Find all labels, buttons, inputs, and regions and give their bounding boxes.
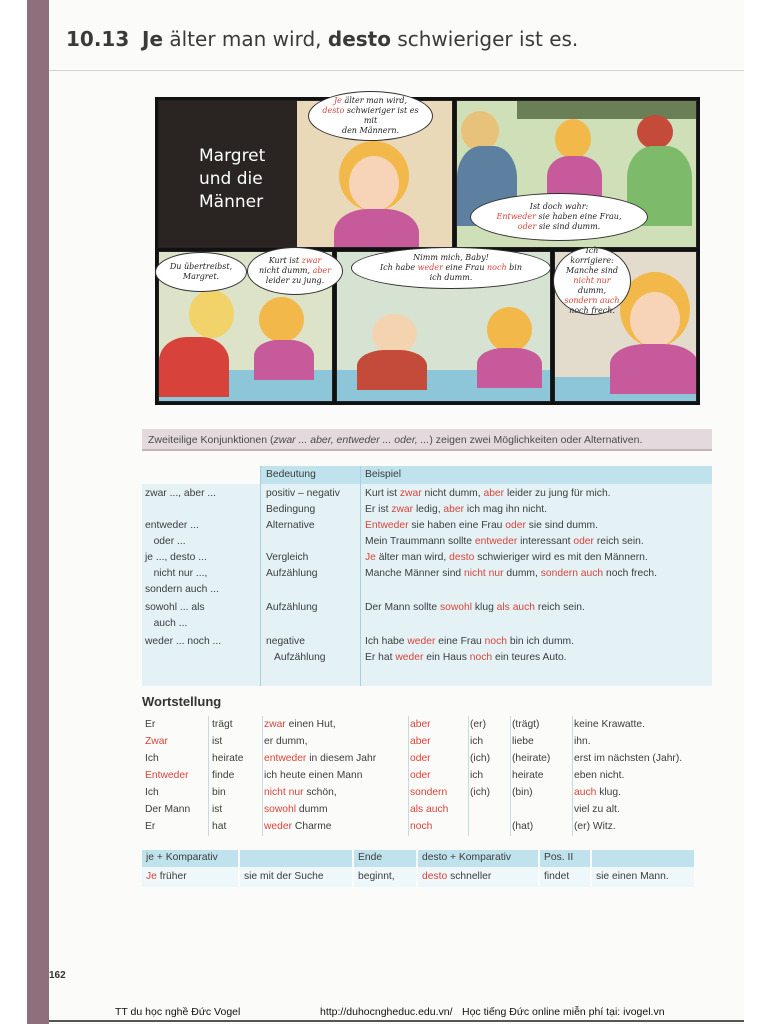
example-cell: [365, 566, 657, 582]
word-order-cell: [212, 801, 222, 818]
example-cell: [365, 502, 547, 518]
bubble-text: [259, 256, 331, 286]
column-divider: [510, 716, 511, 836]
text-segment: beginnt,: [358, 871, 395, 882]
example-cell: [365, 650, 567, 666]
footer-right: Học tiếng Đức online miễn phí tại: ivogel.vn: [462, 1006, 665, 1018]
text-segment: heirate: [212, 753, 244, 764]
highlighted-word: aber: [483, 488, 505, 499]
woman-head: [555, 119, 591, 159]
text-segment: trägt: [212, 719, 233, 730]
conjunction-cell: auch ...: [145, 618, 188, 629]
text-segment: dumm,: [503, 568, 541, 579]
bubble-text: [170, 262, 232, 282]
highlighted-word: zwar: [264, 719, 286, 730]
text-segment: ein teures Auto.: [492, 652, 567, 663]
text-segment: ledig,: [413, 504, 444, 515]
komparativ-cell: [146, 869, 187, 885]
text-segment: findet: [544, 871, 570, 882]
text-segment: erst im nächsten (Jahr).: [574, 753, 683, 764]
text-segment: Ich: [145, 753, 159, 764]
word-order-cell: [470, 767, 483, 784]
word-order-cell: [574, 716, 645, 733]
highlighted-word: weder: [395, 652, 424, 663]
text-segment: sie mit der Suche: [244, 871, 324, 882]
text-segment: sie haben eine Frau,: [535, 212, 622, 221]
word-order-cell: [212, 784, 226, 801]
text-segment: (hat): [512, 821, 534, 832]
explanation-band: [142, 429, 712, 451]
column-divider: [572, 716, 573, 836]
word-order-cell: [574, 767, 624, 784]
old-man-body: [357, 350, 427, 390]
text-segment: klug.: [596, 787, 621, 798]
highlighted-word: oder: [410, 753, 431, 764]
conjunction-cell: nicht nur ...,: [145, 568, 208, 579]
example-cell: [365, 550, 648, 566]
word-order-cell: [264, 767, 362, 784]
text-segment: ich: [470, 770, 484, 781]
text-segment: (bin): [512, 787, 533, 798]
margret-body: [334, 209, 419, 248]
text-segment: Er: [145, 719, 156, 730]
word-order-cell: [574, 818, 616, 835]
word-order-cell: [264, 716, 336, 733]
text-segment: eine Frau: [442, 263, 488, 272]
text-segment: reich sein.: [535, 602, 585, 613]
word-order-cell: [574, 750, 682, 767]
title-middle: älter man wird,: [163, 27, 328, 51]
text-segment: älter man wird,: [341, 96, 408, 105]
cowboy-hat: [637, 115, 673, 149]
text-segment: den Männern.: [341, 126, 400, 135]
meaning-cell: Vergleich: [266, 552, 309, 563]
text-segment: dumm,: [578, 286, 606, 295]
text-segment: älter man wird,: [375, 552, 450, 563]
text-segment: bin: [212, 787, 226, 798]
text-segment: leider zu jung.: [265, 276, 325, 285]
text-segment: bin ich dumm.: [507, 636, 574, 647]
highlighted-word: noch: [484, 636, 507, 647]
text-segment: eine Frau: [435, 636, 485, 647]
conjunction-cell: zwar ..., aber ...: [145, 488, 216, 499]
highlighted-word: zwar: [399, 488, 422, 499]
page-edge: [744, 0, 768, 1024]
text-segment: ein Haus: [423, 652, 470, 663]
word-order-cell: [410, 767, 431, 784]
speech-bubble: [351, 247, 551, 289]
highlighted-word: entweder: [264, 753, 307, 764]
highlighted-word: aber: [410, 719, 431, 730]
text-segment: schneller: [447, 871, 492, 882]
header-beispiel: Beispiel: [365, 469, 402, 480]
wortstellung-title: Wortstellung: [142, 694, 222, 709]
meaning-cell: Alternative: [266, 520, 315, 531]
text-segment: Nimm mich, Baby!: [413, 253, 489, 262]
highlighted-word: oder: [573, 536, 594, 547]
meaning-cell: Aufzählung: [266, 568, 318, 579]
word-order-cell: [212, 716, 233, 733]
text-segment: (ich): [470, 787, 491, 798]
word-order-cell: [574, 784, 621, 801]
meaning-cell: Aufzählung: [266, 602, 318, 613]
text-segment: nicht dumm,: [421, 488, 484, 499]
highlighted-word: nicht nur: [464, 568, 504, 579]
highlighted-word: sowohl: [264, 804, 297, 815]
column-divider: [208, 716, 209, 836]
example-cell: [365, 486, 611, 502]
komparativ-cell: [358, 869, 395, 885]
text-segment: sie sind dumm.: [525, 520, 598, 531]
highlighted-word: noch: [410, 821, 433, 832]
text-segment: Der Mann sollte: [365, 602, 440, 613]
word-order-cell: [145, 784, 159, 801]
word-order-cell: [512, 767, 543, 784]
highlighted-word: noch: [487, 263, 507, 272]
column-divider: [360, 466, 361, 686]
example-cell: [365, 518, 598, 534]
highlighted-word: oder: [517, 222, 537, 231]
conjunction-cell: sowohl ... als: [145, 602, 205, 613]
text-segment: in diesem Jahr: [306, 753, 377, 764]
text-segment: klug: [472, 602, 497, 613]
highlighted-word: desto: [422, 871, 448, 882]
word-order-cell: [264, 750, 376, 767]
text-segment: viel zu alt.: [574, 804, 620, 815]
bubble-text: [564, 246, 620, 316]
conjunction-cell: entweder ...: [145, 520, 199, 531]
example-cell: [365, 634, 574, 650]
word-order-cell: [410, 784, 447, 801]
komparativ-table: [142, 850, 694, 890]
highlighted-word: oder: [410, 770, 431, 781]
word-order-cell: [410, 750, 431, 767]
word-order-cell: [512, 818, 533, 835]
highlighted-word: entweder: [474, 536, 518, 547]
comic-title-line: Margret: [199, 146, 266, 166]
text-segment: Ich habe: [365, 636, 408, 647]
word-order-cell: [264, 733, 308, 750]
text-segment: Ich habe: [379, 263, 418, 272]
highlighted-word: als auch: [410, 804, 449, 815]
text-segment: interessant: [517, 536, 574, 547]
text-segment: ist: [212, 804, 223, 815]
conjunction-cell: weder ... noch ...: [145, 636, 222, 647]
footer-left: TT du học nghề Đức Vogel: [115, 1006, 241, 1018]
highlighted-word: weder: [407, 636, 436, 647]
kurt-head: [189, 290, 234, 338]
highlighted-word: oder: [505, 520, 526, 531]
highlighted-word: nicht nur: [264, 787, 304, 798]
conjunction-cell: oder ...: [145, 536, 186, 547]
word-order-cell: [512, 733, 534, 750]
text-segment: Du übertreibst,: [169, 262, 233, 271]
highlighted-word: weder: [264, 821, 293, 832]
page-header: [66, 22, 726, 62]
text-segment: bin: [506, 263, 522, 272]
text-segment: (er) Witz.: [574, 821, 616, 832]
text-segment: ihn.: [574, 736, 591, 747]
word-order-cell: [410, 818, 432, 835]
highlighted-word: Entweder: [365, 520, 409, 531]
word-order-cell: [212, 733, 222, 750]
text-segment: einen Hut,: [285, 719, 336, 730]
text-segment: heirate: [512, 770, 544, 781]
word-order-cell: [264, 818, 332, 835]
text-segment: ich heute einen Mann: [264, 770, 363, 781]
comic-strip: [155, 97, 700, 405]
text-segment: schwieriger wird es mit den Männern.: [474, 552, 648, 563]
highlighted-word: als auch: [496, 602, 536, 613]
explanation-pre: Zweiteilige Konjunktionen (: [148, 434, 274, 446]
highlighted-word: aber: [443, 504, 465, 515]
word-order-cell: [145, 733, 168, 750]
margret-head: [259, 297, 304, 342]
bottom-rule: [49, 1020, 744, 1022]
text-segment: noch frech.: [603, 568, 657, 579]
bar-shelf: [517, 101, 697, 119]
meaning-cell: Bedingung: [266, 504, 316, 515]
speech-bubble: [247, 247, 343, 295]
text-segment: eben nicht.: [574, 770, 625, 781]
comic-title-line: Männer: [199, 192, 264, 212]
speech-bubble: [155, 252, 247, 292]
bubble-text: [319, 96, 422, 136]
text-segment: schön,: [303, 787, 337, 798]
text-segment: (er): [470, 719, 487, 730]
word-order-cell: [145, 801, 190, 818]
komparativ-cell: [596, 869, 669, 885]
komparativ-cell: [422, 869, 491, 885]
comic-title: [199, 145, 265, 214]
word-order-cell: [212, 818, 226, 835]
word-order-cell: [145, 818, 155, 835]
komparativ-header: Ende: [358, 852, 383, 863]
example-cell: [365, 600, 585, 616]
highlighted-word: noch: [469, 652, 493, 663]
text-segment: Manche Männer sind: [365, 568, 465, 579]
explanation-text: [142, 434, 642, 446]
margret-body: [477, 348, 542, 388]
word-order-cell: [145, 750, 159, 767]
explanation-post: ) zeigen zwei Möglichkeiten oder Alternativen.: [429, 434, 643, 446]
highlighted-word: Entweder: [496, 212, 536, 221]
speech-bubble: [308, 91, 433, 141]
text-segment: Ich: [145, 787, 159, 798]
title-suffix: schwieriger ist es.: [390, 27, 579, 51]
text-segment: Ist doch wahr:: [529, 202, 589, 211]
text-segment: Charme: [292, 821, 332, 832]
komparativ-header-bg: [592, 850, 694, 867]
highlighted-word: desto: [449, 552, 475, 563]
highlighted-word: Zwar: [145, 736, 168, 747]
highlighted-word: desto: [322, 106, 345, 115]
speech-bubble: [553, 247, 631, 315]
conjunction-cell: je ..., desto ...: [145, 552, 207, 563]
word-order-cell: [145, 767, 189, 784]
highlighted-word: aber: [410, 736, 431, 747]
margret-body: [254, 340, 314, 380]
word-order-cell: [212, 750, 243, 767]
text-segment: nicht dumm,: [258, 266, 313, 275]
komparativ-header: je + Komparativ: [146, 852, 218, 863]
highlighted-word: Entweder: [145, 770, 189, 781]
text-segment: Er hat: [365, 652, 396, 663]
komparativ-cell: [244, 869, 324, 885]
highlighted-word: zwar: [391, 504, 414, 515]
section-number: 10.13: [66, 27, 130, 51]
margret-body: [610, 344, 697, 394]
text-segment: Kurt ist: [268, 256, 302, 265]
old-man-head: [372, 314, 417, 354]
text-segment: (trägt): [512, 719, 540, 730]
text-segment: Er: [145, 821, 156, 832]
text-segment: finde: [212, 770, 235, 781]
text-segment: noch frech.: [569, 306, 615, 315]
text-segment: leider zu jung für mich.: [504, 488, 611, 499]
man-head: [461, 111, 499, 151]
text-segment: ich mag ihn nicht.: [464, 504, 548, 515]
highlighted-word: Je: [333, 96, 342, 105]
word-order-cell: [264, 784, 337, 801]
highlighted-word: sondern auch: [564, 296, 620, 305]
text-segment: Manche sind: [566, 266, 618, 275]
text-segment: Margret.: [182, 272, 220, 281]
highlighted-word: auch: [574, 787, 597, 798]
word-order-cell: [470, 750, 490, 767]
komparativ-header-bg: [240, 850, 352, 867]
word-order-cell: [410, 801, 448, 818]
column-divider: [408, 716, 409, 836]
word-order-cell: [512, 750, 550, 767]
title-je: Je: [142, 27, 164, 51]
text-segment: ist: [212, 736, 223, 747]
word-order-cell: [512, 716, 539, 733]
word-order-cell: [574, 801, 620, 818]
word-order-cell: [145, 716, 155, 733]
komparativ-header: desto + Komparativ: [422, 852, 512, 863]
bubble-text: [497, 202, 622, 232]
komparativ-cell: [544, 869, 569, 885]
footer-url[interactable]: http://duhocngheduc.edu.vn/: [320, 1006, 453, 1018]
header-bedeutung: Bedeutung: [266, 469, 316, 480]
text-segment: hat: [212, 821, 227, 832]
header-rule: [49, 70, 744, 71]
text-segment: Mein Traummann sollte: [365, 536, 475, 547]
bubble-text: [380, 253, 522, 283]
highlighted-word: sondern: [410, 787, 448, 798]
word-order-cell: [470, 716, 486, 733]
text-segment: früher: [156, 871, 187, 882]
column-divider: [468, 716, 469, 836]
margret-head: [487, 307, 532, 352]
meaning-cell: Aufzählung: [266, 652, 326, 663]
highlighted-word: aber: [312, 266, 332, 275]
word-order-cell: [410, 716, 431, 733]
word-order-cell: [512, 784, 533, 801]
title-desto: desto: [327, 27, 391, 51]
highlighted-word: sondern auch: [540, 568, 604, 579]
text-segment: ich dumm.: [429, 273, 473, 282]
explanation-examples: zwar ... aber, entweder ... oder, ...: [273, 434, 430, 446]
text-segment: Ich korrigiere:: [570, 246, 614, 265]
comic-title-line: und die: [199, 169, 263, 189]
text-segment: ich: [470, 736, 484, 747]
text-segment: Er ist: [365, 504, 392, 515]
word-order-cell: [410, 733, 431, 750]
highlighted-word: sowohl: [439, 602, 473, 613]
word-order-cell: [574, 733, 591, 750]
text-segment: liebe: [512, 736, 534, 747]
highlighted-word: nicht nur: [573, 276, 611, 285]
speech-bubble: [470, 193, 648, 241]
text-segment: sie haben eine Frau: [408, 520, 506, 531]
text-segment: keine Krawatte.: [574, 719, 645, 730]
kurt-body: [159, 337, 229, 397]
highlighted-word: zwar: [301, 256, 322, 265]
example-cell: [365, 534, 644, 550]
meaning-cell: positiv – negativ: [266, 488, 340, 499]
meaning-cell: negative: [266, 636, 305, 647]
text-segment: schwieriger ist es mit: [344, 106, 419, 125]
conjunction-cell: sondern auch ...: [145, 584, 219, 595]
side-bar: [27, 0, 49, 1024]
margret-face: [630, 292, 680, 347]
text-segment: (ich): [470, 753, 491, 764]
text-segment: sie einen Mann.: [596, 871, 669, 882]
word-order-cell: [470, 733, 483, 750]
highlighted-word: Je: [365, 552, 376, 563]
page-number: 162: [49, 970, 66, 981]
word-order-cell: [212, 767, 234, 784]
highlighted-word: weder: [417, 263, 443, 272]
text-segment: Der Mann: [145, 804, 191, 815]
text-segment: sie sind dumm.: [536, 222, 601, 231]
column-divider: [262, 716, 263, 836]
column-divider: [260, 466, 261, 686]
text-segment: (heirate): [512, 753, 551, 764]
text-segment: Kurt ist: [365, 488, 400, 499]
table-header-bg: [260, 466, 712, 484]
highlighted-word: Je: [146, 871, 157, 882]
word-order-cell: [264, 801, 328, 818]
section-title: [142, 27, 578, 51]
text-segment: reich sein.: [593, 536, 644, 547]
word-order-cell: [470, 784, 490, 801]
margret-face: [349, 156, 399, 211]
text-segment: dumm: [296, 804, 328, 815]
text-segment: er dumm,: [264, 736, 308, 747]
komparativ-header: Pos. II: [544, 852, 574, 863]
